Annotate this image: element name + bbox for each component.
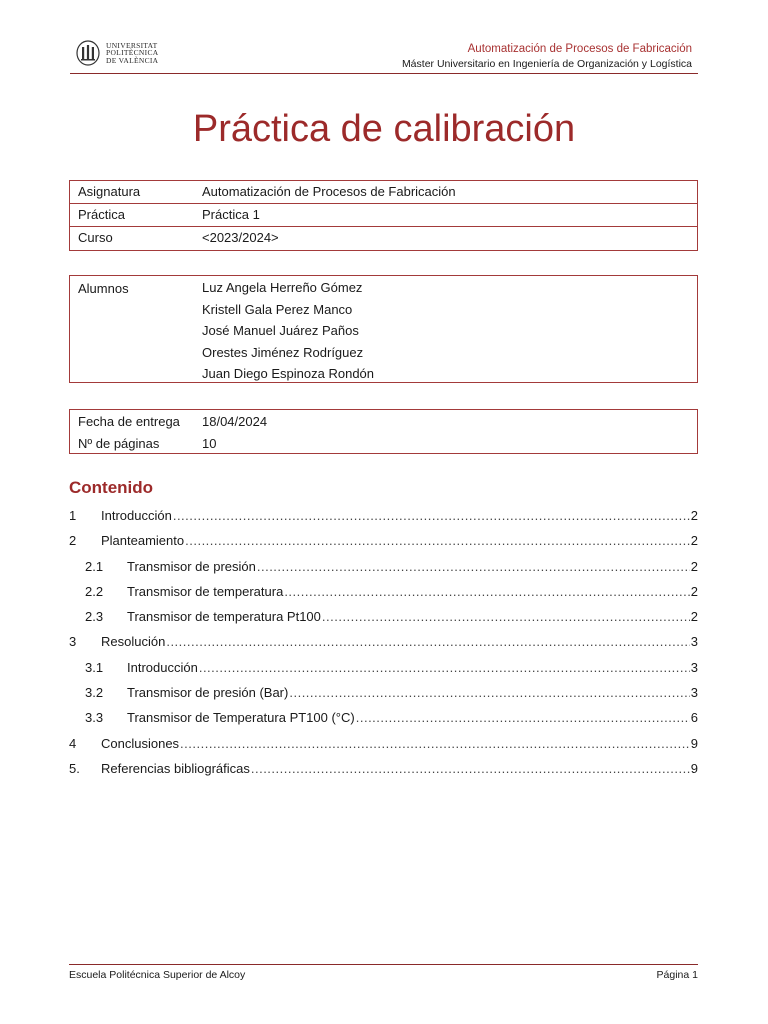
toc-entry-page: 3 [690, 634, 698, 650]
toc-entry-number: 3.1 [85, 659, 104, 675]
page-header [70, 38, 698, 74]
toc-entry-page: 2 [690, 609, 698, 625]
fecha-row [70, 411, 697, 433]
toc-entry-label: Introducción [101, 508, 172, 523]
practica-label: Práctica [78, 207, 125, 222]
curso-value: <2023/2024> [202, 230, 279, 245]
toc-entry[interactable] [69, 631, 698, 656]
student-name: Luz Angela Herreño Gómez [202, 280, 363, 295]
toc-entry[interactable] [69, 758, 698, 783]
toc-dot-leader [199, 657, 690, 679]
toc-entry[interactable] [69, 682, 698, 707]
toc-dot-leader [257, 556, 690, 578]
toc-title: Contenido [69, 478, 154, 497]
toc-entry-page: 9 [690, 760, 698, 776]
fecha-value: 18/04/2024 [202, 414, 268, 429]
toc-entry-number: 3.3 [85, 710, 104, 726]
curso-row [70, 227, 697, 250]
table-of-contents [69, 505, 698, 783]
practica-row [70, 204, 697, 227]
toc-entry-label: Transmisor de temperatura [127, 583, 284, 599]
toc-entry-label: Transmisor de Temperatura PT100 (°C) [127, 710, 355, 726]
toc-entry-number: 2.3 [85, 609, 104, 625]
toc-dot-leader [322, 606, 690, 628]
toc-dot-leader [185, 530, 690, 552]
student-name: Kristell Gala Perez Manco [202, 301, 353, 317]
toc-entry[interactable] [69, 530, 698, 555]
asignatura-label: Asignatura [78, 184, 141, 199]
toc-entry-number: 3.2 [85, 685, 104, 701]
students-label: Alumnos [78, 281, 129, 296]
paginas-value: 10 [202, 436, 217, 451]
toc-entry-number: 2 [69, 533, 77, 549]
document-title: Práctica de calibración [192, 108, 576, 150]
toc-entry-label: Planteamiento [101, 533, 185, 549]
student-name: Juan Diego Espinoza Rondón [202, 366, 375, 382]
toc-entry[interactable] [69, 581, 698, 606]
toc-entry-label: Transmisor de presión [127, 558, 256, 574]
toc-dot-leader [284, 581, 689, 603]
toc-entry[interactable] [69, 606, 698, 631]
paginas-row [70, 433, 697, 455]
logo-line-3: DE VALÈNCIA [106, 55, 159, 65]
toc-entry-number: 4 [69, 735, 77, 751]
toc-entry[interactable] [69, 707, 698, 732]
toc-entry-page: 2 [690, 583, 698, 599]
toc-entry-number: 2.2 [85, 583, 104, 599]
toc-entry-page: 2 [690, 533, 698, 549]
toc-entry-label: Transmisor de temperatura Pt100 [127, 609, 321, 625]
curso-label: Curso [78, 230, 113, 245]
toc-entry[interactable] [69, 505, 698, 530]
header-subject: Automatización de Procesos de Fabricación [467, 43, 692, 55]
toc-dot-leader [180, 733, 690, 755]
toc-entry-number: 2.1 [85, 558, 104, 574]
header-master: Máster Universitario en Ingeniería de Organización y Logística [401, 58, 692, 70]
toc-entry-page: 9 [690, 735, 698, 751]
upv-emblem-icon [76, 40, 100, 66]
toc-dot-leader [251, 758, 690, 780]
logo-line-2: POLITÈCNICA [106, 48, 159, 58]
toc-entry-page: 3 [690, 659, 698, 675]
student-name: José Manuel Juárez Paños [202, 323, 359, 339]
toc-entry-page: 2 [690, 508, 698, 523]
toc-entry-page: 2 [690, 558, 698, 574]
toc-dot-leader [356, 707, 690, 729]
toc-entry-label: Referencias bibliográficas [101, 760, 250, 776]
paginas-label: Nº de páginas [78, 436, 160, 451]
toc-entry-number: 1 [69, 508, 77, 523]
toc-entry-number: 3 [69, 634, 77, 650]
student-name: Orestes Jiménez Rodríguez [202, 344, 364, 360]
footer-school: Escuela Politécnica Superior de Alcoy [69, 969, 246, 981]
upv-logo [76, 40, 158, 66]
asignatura-value: Automatización de Procesos de Fabricación [202, 184, 456, 199]
footer-page-number: Página 1 [656, 969, 698, 981]
delivery-table [69, 409, 698, 454]
toc-entry[interactable] [69, 657, 698, 682]
asignatura-row [70, 181, 697, 204]
toc-entry-number: 5. [69, 760, 80, 776]
fecha-label: Fecha de entrega [78, 414, 180, 429]
toc-entry-page: 3 [690, 685, 698, 701]
logo-line-1: UNIVERSITAT [106, 40, 158, 50]
toc-entry-page: 6 [690, 710, 698, 726]
toc-entry-label: Transmisor de presión (Bar) [127, 685, 289, 701]
toc-entry[interactable] [69, 733, 698, 758]
toc-entry-label: Introducción [127, 659, 198, 675]
toc-dot-leader [289, 682, 689, 704]
toc-entry-label: Resolución [101, 634, 166, 650]
toc-dot-leader [166, 631, 689, 653]
page-footer [69, 964, 698, 981]
students-table [69, 275, 698, 383]
toc-entry-label: Conclusiones [101, 735, 180, 751]
toc-entry[interactable] [69, 556, 698, 581]
course-info-table [69, 180, 698, 251]
toc-dot-leader [173, 505, 690, 527]
practica-value: Práctica 1 [202, 207, 260, 222]
